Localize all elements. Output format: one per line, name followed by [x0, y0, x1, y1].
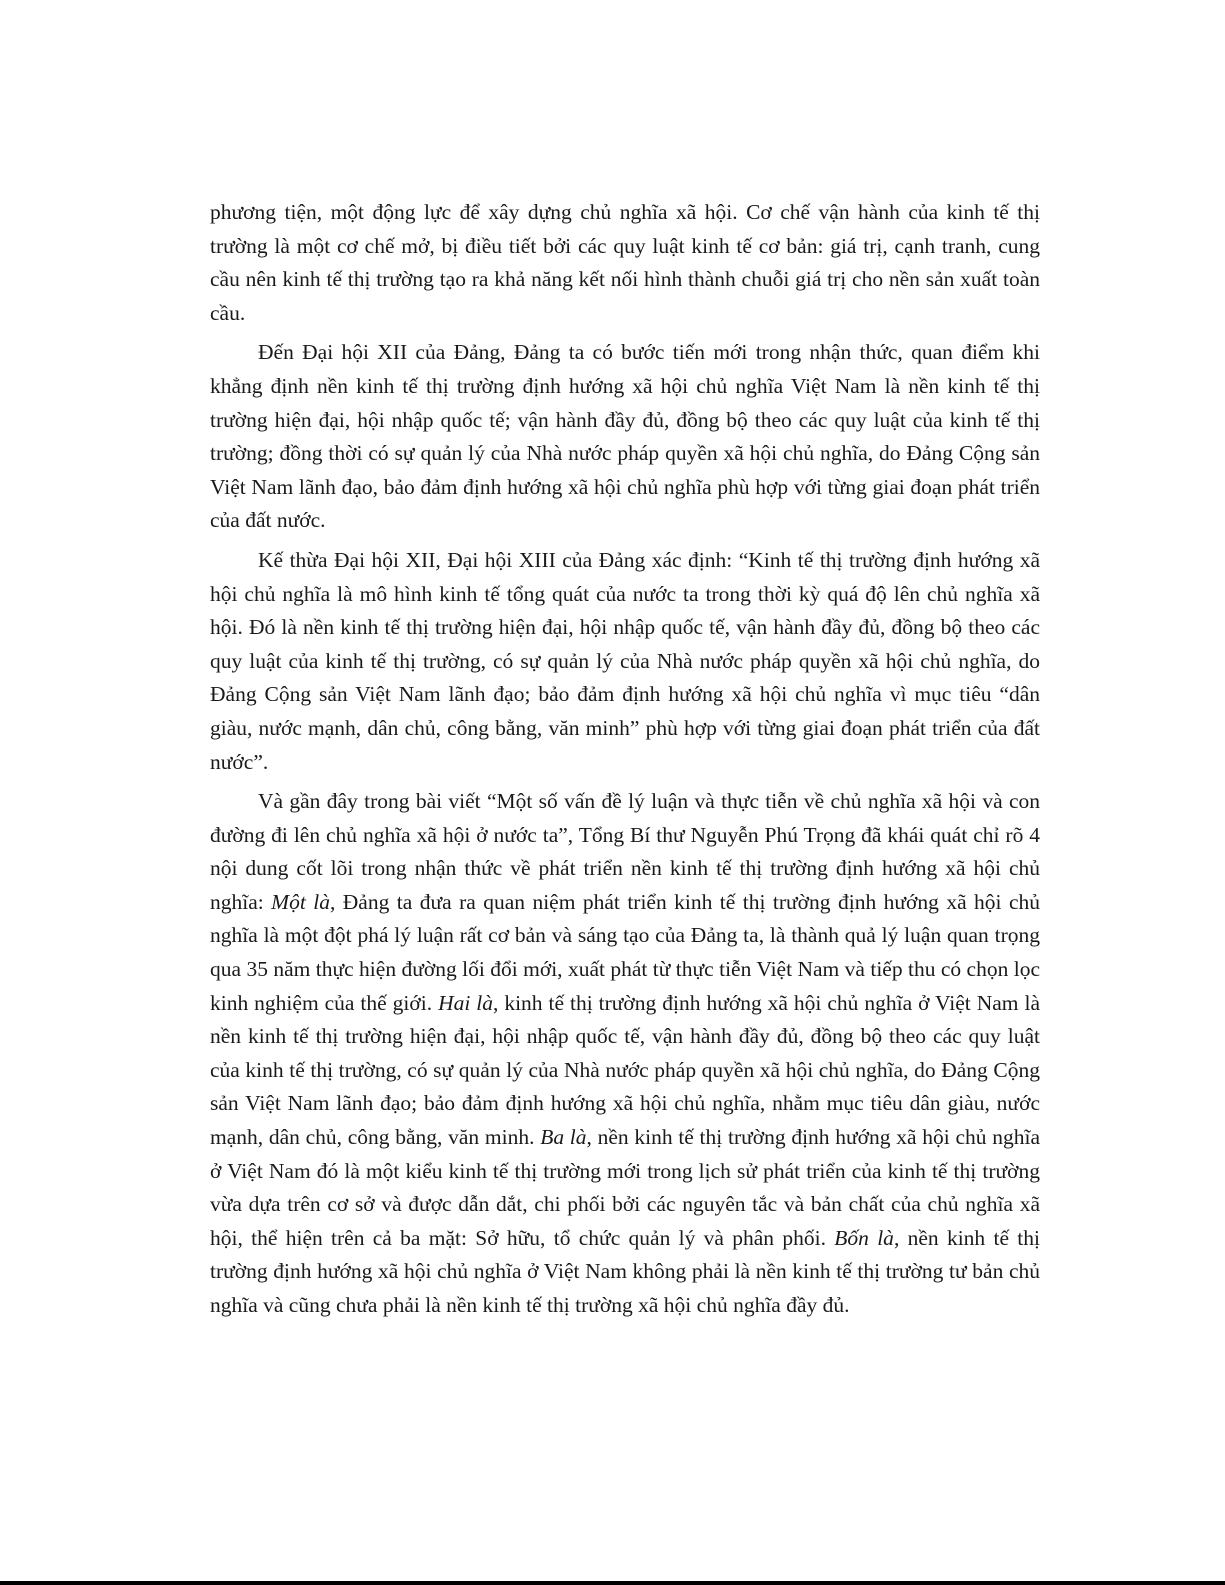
paragraph-2 [210, 336, 1040, 538]
paragraph-4-italic-hai-la: Hai là [438, 990, 493, 1015]
paragraph-4-italic-mot-la: Một là [271, 889, 330, 914]
bottom-border [0, 1581, 1225, 1585]
paragraph-3 [210, 544, 1040, 779]
paragraph-4-text-3: , kinh tế thị trường định hướng xã hội chủ nghĩa ở Việt Nam là nền kinh tế thị trường hiện đại, hội nhập quốc tế, vận hành đầy đủ, đồng bộ theo các quy luật của kinh tế thị trường, có sự quản lý của Nhà nước pháp quyền xã hội chủ nghĩa, do Đảng Cộng sản Việt Nam lãnh đạo; bảo đảm định hướng xã hội chủ nghĩa, nhằm mục tiêu dân giàu, nước mạnh, dân chủ, công bằng, văn minh. [210, 990, 1040, 1150]
paragraph-4-text-5: , nền kinh tế thị trường định hướng xã hội chủ nghĩa ở Việt Nam không phải là nền kinh tế thị trường tư bản chủ nghĩa và cũng chưa phải là nền kinh tế thị trường xã hội chủ nghĩa đầy đủ. [210, 1225, 1041, 1317]
paragraph-2-text: Đến Đại hội XII của Đảng, Đảng ta có bước tiến mới trong nhận thức, quan điểm khi khẳng định nền kinh tế thị trường định hướng xã hội chủ nghĩa Việt Nam là nền kinh tế thị trường hiện đại, hội nhập quốc tế; vận hành đầy đủ, đồng bộ theo các quy luật của kinh tế thị trường; đồng thời có sự quản lý của Nhà nước pháp quyền xã hội chủ nghĩa, do Đảng Cộng sản Việt Nam lãnh đạo, bảo đảm định hướng xã hội chủ nghĩa phù hợp với từng giai đoạn phát triển của đất nước. [210, 340, 1040, 533]
paragraph-1 [210, 196, 1040, 330]
paragraph-3-text: Kế thừa Đại hội XII, Đại hội XIII của Đảng xác định: “Kinh tế thị trường định hướng xã hội chủ nghĩa là mô hình kinh tế tổng quát của nước ta trong thời kỳ quá độ lên chủ nghĩa xã hội. Đó là nền kinh tế thị trường hiện đại, hội nhập quốc tế, vận hành đầy đủ, đồng bộ theo các quy luật của kinh tế thị trường, có sự quản lý của Nhà nước pháp quyền xã hội chủ nghĩa, do Đảng Cộng sản Việt Nam lãnh đạo; bảo đảm định hướng xã hội chủ nghĩa vì mục tiêu “dân giàu, nước mạnh, dân chủ, công bằng, văn minh” phù hợp với từng giai đoạn phát triển của đất nước”. [210, 547, 1040, 774]
paragraph-4 [210, 785, 1040, 1323]
paragraph-4-text-4: , nền kinh tế thị trường định hướng xã hội chủ nghĩa ở Việt Nam đó là một kiểu kinh tế thị trường mới trong lịch sử phát triển của kinh tế thị trường vừa dựa trên cơ sở và được dẫn dắt, chi phối bởi các nguyên tắc và bản chất của chủ nghĩa xã hội, thể hiện trên cả ba mặt: Sở hữu, tổ chức quản lý và phân phối. [210, 1125, 1040, 1250]
paragraph-1-text: phương tiện, một động lực để xây dựng chủ nghĩa xã hội. Cơ chế vận hành của kinh tế thị trường là một cơ chế mở, bị điều tiết bởi các quy luật kinh tế cơ bản: giá trị, cạnh tranh, cung cầu nên kinh tế thị trường tạo ra khả năng kết nối hình thành chuỗi giá trị cho nền sản xuất toàn cầu. [210, 200, 1040, 325]
paragraph-4-italic-ba-la: Ba là [540, 1125, 587, 1150]
paragraph-4-text-1: Và gần đây trong bài viết “Một số vấn đề lý luận và thực tiễn về chủ nghĩa xã hội và con đường đi lên chủ nghĩa xã hội ở nước ta”, Tổng Bí thư Nguyễn Phú Trọng đã khái quát chỉ rõ 4 nội dung cốt lõi trong nhận thức về phát triển nền kinh tế thị trường định hướng xã hội chủ nghĩa: [210, 789, 1040, 914]
paragraph-4-italic-bon-la: Bốn là [834, 1225, 894, 1250]
body-text [210, 196, 1040, 1329]
paragraph-4-text-2: , Đảng ta đưa ra quan niệm phát triển kinh tế thị trường định hướng xã hội chủ nghĩa là một đột phá lý luận rất cơ bản và sáng tạo của Đảng ta, là thành quả lý luận quan trọng qua 35 năm thực hiện đường lối đổi mới, xuất phát từ thực tiễn Việt Nam và tiếp thu có chọn lọc kinh nghiệm của thế giới. [210, 889, 1040, 1015]
